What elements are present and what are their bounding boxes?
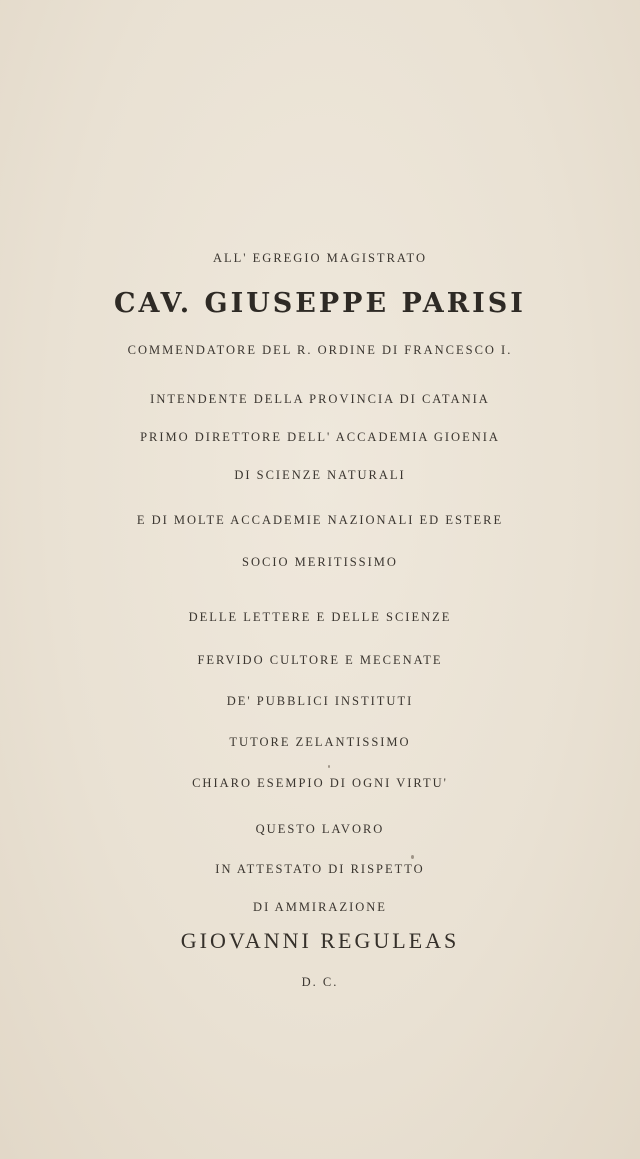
dedication-line-10: FERVIDO CULTORE E MECENATE <box>197 653 443 667</box>
dedication-line-14: QUESTO LAVORO <box>255 822 385 836</box>
dedication-line-13: CHIARO ESEMPIO DI OGNI VIRTU' <box>192 776 448 790</box>
dedication-line-4: INTENDENTE DELLA PROVINCIA DI CATANIA <box>150 392 490 406</box>
dedication-line-3: COMMENDATORE DEL R. ORDINE DI FRANCESCO I. <box>127 343 513 357</box>
dedication-line-11: DE' PUBBLICI INSTITUTI <box>226 694 414 708</box>
dedication-line-15: IN ATTESTATO DI RISPETTO <box>215 862 425 876</box>
dedication-line-5: PRIMO DIRETTORE DELL' ACCADEMIA GIOENIA <box>140 430 500 444</box>
dedication-line-6: DI SCIENZE NATURALI <box>234 468 406 482</box>
dedication-line-7: E DI MOLTE ACCADEMIE NAZIONALI ED ESTERE <box>136 513 504 527</box>
dedicatee-name: CAV. GIUSEPPE PARISI <box>114 288 526 319</box>
dedication-line-8: SOCIO MERITISSIMO <box>242 555 398 569</box>
dedication-line-1: ALL' EGREGIO MAGISTRATO <box>213 251 427 265</box>
author-name: GIOVANNI REGULEAS <box>180 928 460 953</box>
ink-spot <box>411 855 414 859</box>
dedication-line-12: TUTORE ZELANTISSIMO <box>229 735 411 749</box>
dedication-line-9: DELLE LETTERE E DELLE SCIENZE <box>188 610 452 624</box>
ink-spot <box>328 765 330 768</box>
author-title: D. C. <box>301 975 339 989</box>
dedication-line-16: DI AMMIRAZIONE <box>253 900 387 914</box>
